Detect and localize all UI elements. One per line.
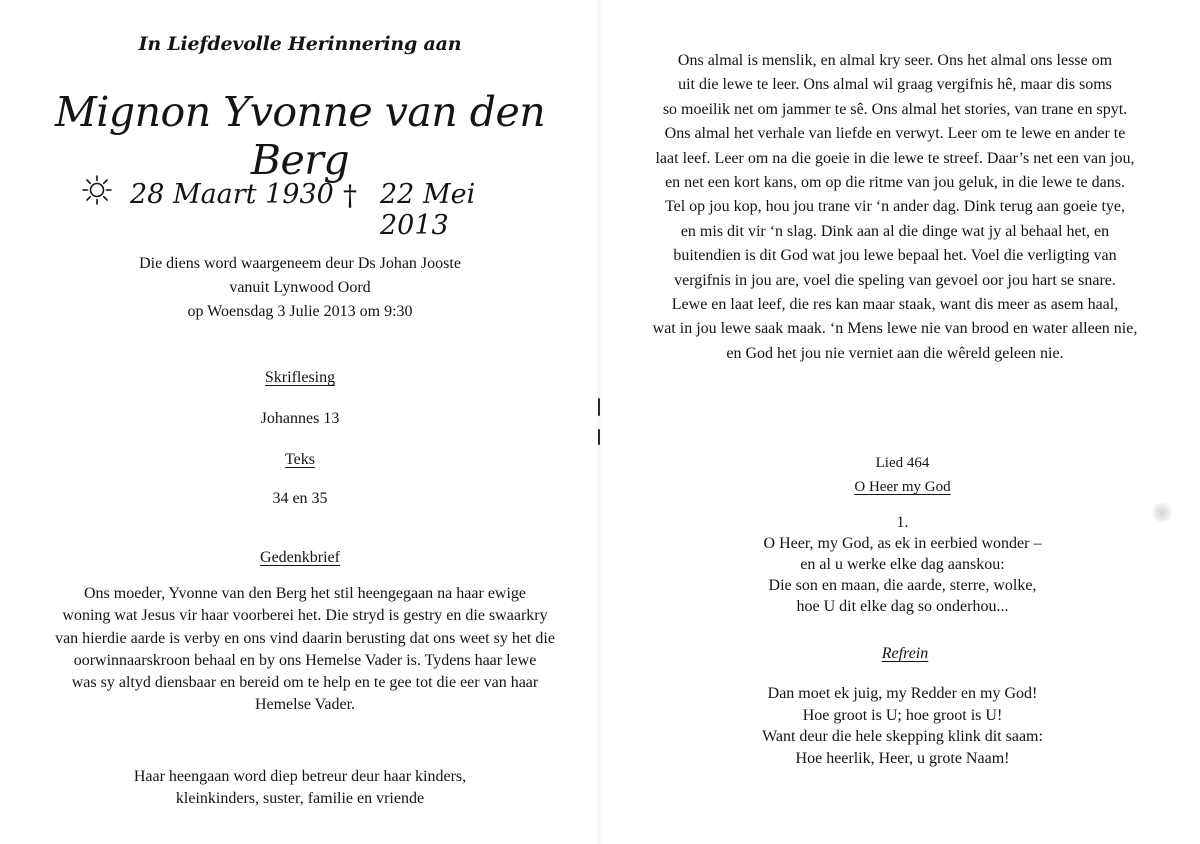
text-heading: Teks xyxy=(285,451,315,468)
poem-line: en net een kort kans, om op die ritme van jou geluk, in die lewe te dans. xyxy=(665,174,1125,192)
text-verses: 34 en 35 xyxy=(272,490,328,507)
scripture-reference: Johannes 13 xyxy=(260,410,340,427)
scripture-heading: Skriflesing xyxy=(264,369,336,386)
tribute-line: woning wat Jesus vir haar voorberei het. Die stryd is gestry en die swaarkry xyxy=(62,607,548,625)
poem-line: wat in jou lewe saak maak. ‘n Mens lewe nie van brood en water alleen nie, xyxy=(652,320,1138,338)
poem-line: Ons almal het verhale van liefde en verwyt. Leer om te lewe en ander te xyxy=(664,125,1126,143)
poem-line: en God het jou nie verniet aan die wêreld geleen nie. xyxy=(726,344,1064,362)
tribute-text xyxy=(50,583,560,717)
poem-line: Tel op jou kop, hou jou trane vir ‘n ander dag. Dink terug aan goeie tye, xyxy=(664,198,1126,216)
refrain-line: Hoe groot is U; hoe groot is U! xyxy=(802,706,1003,724)
tribute-line: Hemelse Vader. xyxy=(254,696,356,714)
poem-line: en mis dit vir ‘n slag. Dink aan al die dinge wat jy al behaal het, en xyxy=(680,222,1110,240)
refrain-line: Want deur die hele skepping klink dit saam: xyxy=(762,728,1043,745)
poem-line: Ons almal is menslik, en almal kry seer. Ons het almal ons lesse om xyxy=(677,52,1113,69)
service-details xyxy=(0,252,600,324)
memorial-intro: In Liefdevolle Herinnering aan xyxy=(138,33,462,55)
poem xyxy=(600,49,1190,366)
hymn-verse xyxy=(600,512,1200,617)
poem-line: Lewe en laat leef, die res kan maar staak, want dis meer as asem haal, xyxy=(671,296,1119,314)
birth-date: 28 Maart 1930 xyxy=(130,179,334,210)
tribute-line: oorwinnaarskroon behaal en by ons Hemelse Vader is. Tydens haar lewe xyxy=(73,651,537,669)
tribute-line: Ons moeder, Yvonne van den Berg het stil heengegaan na haar ewige xyxy=(83,585,527,602)
hymn-title: O Heer my God xyxy=(854,479,951,495)
verse-number: 1. xyxy=(896,514,909,531)
life-dates xyxy=(82,175,542,241)
refrain-line: Hoe heerlik, Heer, u grote Naam! xyxy=(795,749,1010,767)
tribute-heading-block xyxy=(0,546,600,570)
tribute-heading: Gedenkbrief xyxy=(260,549,340,566)
death-date: 22 Mei 2013 xyxy=(380,179,476,241)
poem-line: buitendien is dit God wat jou lewe bepaal het. Voel die verligting van xyxy=(673,247,1117,265)
hymn-number: Lied 464 xyxy=(875,455,930,471)
poem-line: so moeilik net om jammer te sê. Ons almal het stories, van trane en spyt. xyxy=(662,100,1128,118)
cross-icon: † xyxy=(343,179,357,212)
scripture-section xyxy=(0,366,600,431)
sun-icon xyxy=(82,175,112,205)
poem-line: laat leef. Leer om na die goeie in die lewe te streef. Daar’s net een van jou, xyxy=(655,149,1135,167)
verse-line: Die son en maan, die aarde, sterre, wolke, xyxy=(768,577,1037,594)
verse-line: hoe U dit elke dag so onderhou... xyxy=(796,598,1009,615)
mourning-notice xyxy=(0,766,600,810)
verse-line: O Heer, my God, as ek in eerbied wonder – xyxy=(763,535,1042,552)
service-officiant: Die diens word waargeneem deur Ds Johan Jooste xyxy=(139,255,461,272)
deceased-name: Mignon Yvonne van den Berg xyxy=(54,88,546,184)
refrain-heading: Refrein xyxy=(881,645,929,662)
verse-line: en al u werke elke dag aanskou: xyxy=(800,556,1005,573)
text-section xyxy=(0,448,600,511)
hymn-header xyxy=(600,451,1200,499)
tribute-line: van hierdie aarde is verby en ons vind daarin berusting dat ons weet sy het die xyxy=(55,629,555,647)
refrain xyxy=(600,683,1200,769)
tribute-line: was sy altyd diensbaar en bereid om te help en te gee tot die eer van haar xyxy=(71,674,539,692)
mourning-line: Haar heengaan word diep betreur deur haar kinders, xyxy=(133,768,467,785)
refrain-line: Dan moet ek juig, my Redder en my God! xyxy=(767,685,1038,702)
poem-line: vergifnis in jou are, voel die speling van gevoel oor jou hart se snare. xyxy=(674,271,1116,289)
service-venue: vanuit Lynwood Oord xyxy=(229,279,371,296)
poem-line: uit die lewe te leer. Ons almal wil graag vergifnis hê, maar dis soms xyxy=(678,76,1112,94)
service-datetime: op Woensdag 3 Julie 2013 om 9:30 xyxy=(187,303,413,320)
mourning-line: kleinkinders, suster, familie en vriende xyxy=(175,790,425,807)
